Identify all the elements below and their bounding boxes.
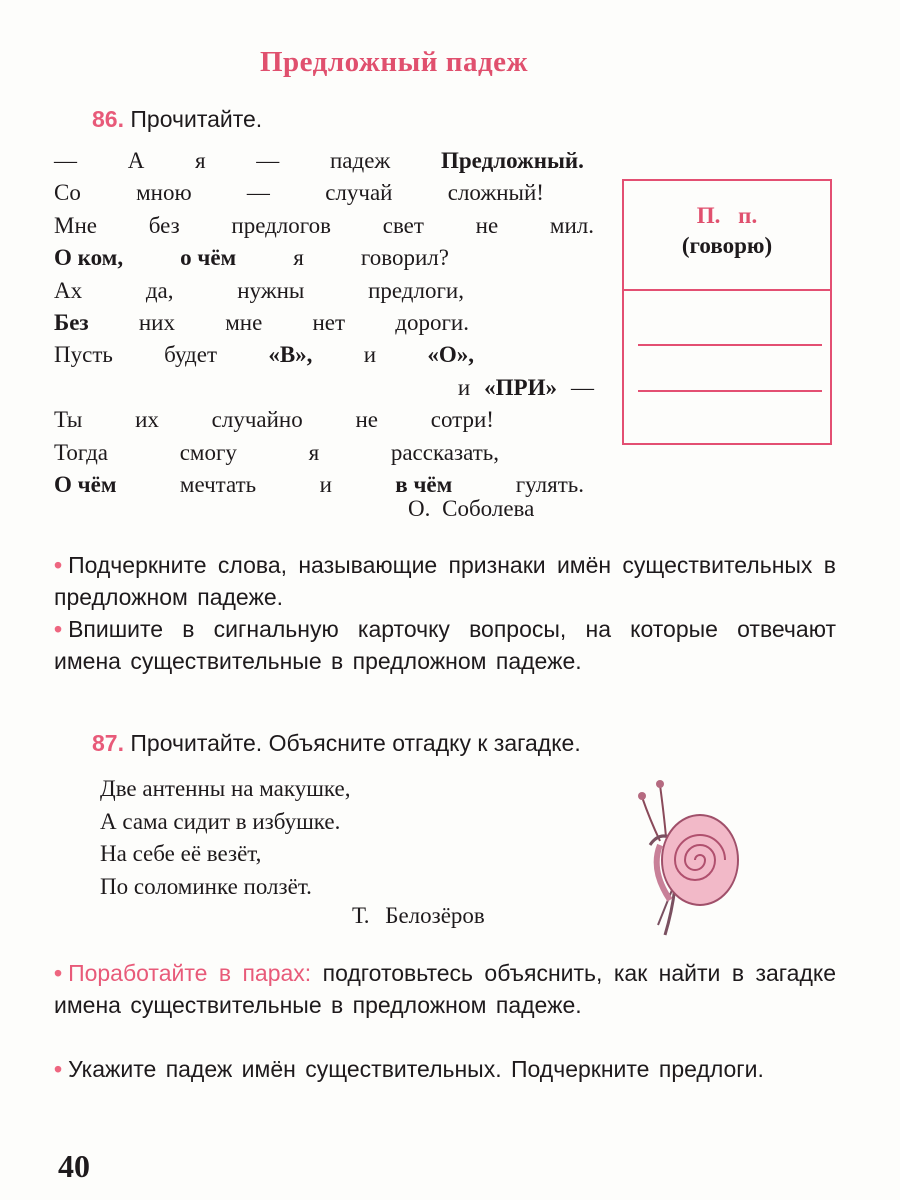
poem-word: я bbox=[293, 245, 304, 271]
poem-word: мне bbox=[225, 310, 263, 336]
poem-word: «В», bbox=[268, 342, 313, 368]
poem-word: не bbox=[475, 212, 499, 238]
poem-word: сотри! bbox=[430, 407, 494, 433]
poem-word: — bbox=[256, 148, 280, 173]
riddle-line: Две антенны на макушке, bbox=[100, 776, 351, 801]
poem-word: мною bbox=[136, 180, 192, 206]
poem-word: Ты bbox=[54, 407, 83, 433]
poem-word: Предложный. bbox=[440, 148, 584, 173]
answer-line[interactable] bbox=[638, 344, 822, 346]
exercise-number: 86. bbox=[92, 106, 124, 132]
poem-word: Ах bbox=[54, 277, 83, 303]
exercise-task: Прочитайте. Объясните отгадку к загадке. bbox=[130, 730, 581, 756]
poem-word: Мне bbox=[54, 212, 97, 238]
poem bbox=[54, 145, 594, 501]
poem-word: мил. bbox=[549, 212, 594, 238]
poem-word: случайно bbox=[211, 407, 303, 433]
poem-word: «О», bbox=[427, 342, 474, 368]
poem-word: предлогов bbox=[231, 212, 332, 238]
poem-word: не bbox=[355, 407, 378, 433]
poem-word: сложный! bbox=[447, 180, 544, 206]
poem-line bbox=[54, 145, 584, 177]
poem-word: нужны bbox=[237, 277, 305, 303]
exercise-number: 87. bbox=[92, 730, 124, 756]
answer-line[interactable] bbox=[638, 390, 822, 392]
poem-word: нет bbox=[312, 310, 346, 336]
poem-word: без bbox=[148, 212, 180, 238]
poem-line bbox=[54, 210, 594, 242]
poem-word: гулять. bbox=[515, 472, 584, 498]
poem-line bbox=[54, 307, 469, 339]
poem-word: о чём bbox=[180, 245, 237, 271]
poem-line bbox=[54, 372, 594, 404]
bullet-icon: • bbox=[54, 960, 63, 986]
poem-word: О чём bbox=[54, 472, 117, 498]
poem-word: предлоги, bbox=[368, 277, 464, 303]
poem-line bbox=[54, 339, 474, 371]
exercise-86-heading bbox=[92, 106, 262, 133]
pair-work-label: Поработайте в парах: bbox=[68, 960, 312, 986]
case-question: (говорю) bbox=[681, 233, 773, 258]
page-number: 40 bbox=[58, 1148, 90, 1184]
riddle bbox=[100, 773, 350, 903]
poem-word: да, bbox=[145, 277, 174, 303]
poem-word: и bbox=[457, 374, 471, 400]
poem-word: Тогда bbox=[54, 439, 109, 465]
poem-word: — bbox=[246, 180, 270, 206]
poem-word: Без bbox=[54, 310, 89, 336]
poem-word: я bbox=[308, 439, 320, 465]
case-abbreviation: П. п. bbox=[696, 203, 758, 228]
exercise-87-heading bbox=[92, 730, 581, 757]
poem-word: их bbox=[135, 407, 159, 433]
bullet-icon: • bbox=[54, 1056, 63, 1082]
poem-word: рассказать, bbox=[390, 439, 499, 465]
poem-word: падеж bbox=[329, 148, 391, 173]
instruction: • Подчеркните слова, называющие признаки имён существительных в предложном падеже. bbox=[54, 552, 836, 610]
poem-word: А bbox=[127, 148, 145, 173]
instruction: • Поработайте в парах: подготовьтесь объяснить, как найти в загадке имена существительные в предложном падеже. bbox=[54, 960, 837, 1018]
instruction: • Впишите в сигнальную карточку вопросы, на которые отвечают имена существительные в предложном падеже. bbox=[54, 616, 836, 674]
poem-author: О. Соболева bbox=[408, 496, 535, 521]
poem-word: будет bbox=[164, 342, 218, 368]
poem-line bbox=[54, 404, 494, 436]
signal-card bbox=[622, 179, 832, 445]
poem-word: — bbox=[571, 374, 594, 400]
poem-word: в чём bbox=[395, 472, 453, 498]
poem-word: Пусть bbox=[54, 342, 113, 368]
poem-word: и bbox=[363, 342, 377, 368]
poem-line bbox=[54, 437, 499, 469]
riddle-line: А сама сидит в избушке. bbox=[100, 808, 341, 834]
riddle-author: Т. Белозёров bbox=[352, 903, 485, 928]
poem-line bbox=[54, 177, 544, 209]
section-title: Предложный падеж bbox=[260, 46, 529, 78]
riddle-line: По соломинке ползёт. bbox=[100, 873, 312, 899]
bullet-icon: • bbox=[54, 616, 63, 642]
poem-line bbox=[54, 242, 449, 274]
poem-line bbox=[54, 275, 464, 307]
poem-word: «ПРИ» bbox=[484, 374, 557, 400]
poem-word: дороги. bbox=[395, 310, 469, 336]
poem-word: и bbox=[319, 472, 332, 498]
poem-word: — bbox=[54, 148, 77, 173]
instruction: • Укажите падеж имён существительных. Подчеркните предлоги. bbox=[54, 1056, 764, 1082]
riddle-line: На себе её везёт, bbox=[100, 841, 262, 866]
snail-illustration bbox=[620, 775, 750, 940]
poem-word: Со bbox=[54, 180, 81, 206]
poem-word: говорил? bbox=[360, 245, 449, 271]
poem-word: я bbox=[195, 148, 206, 173]
poem-word: случай bbox=[325, 180, 393, 206]
poem-word: мечтать bbox=[179, 472, 257, 498]
poem-word: свет bbox=[382, 212, 424, 238]
exercise-task: Прочитайте. bbox=[130, 106, 263, 132]
poem-word: смогу bbox=[179, 439, 237, 465]
bullet-icon: • bbox=[54, 552, 63, 578]
poem-word: них bbox=[138, 310, 175, 336]
poem-word: О ком, bbox=[54, 245, 124, 271]
